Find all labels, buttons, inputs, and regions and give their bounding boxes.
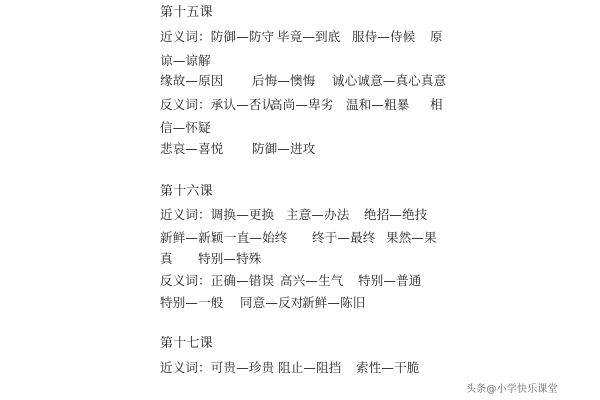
word-pair: 真	[160, 251, 173, 266]
word-pair: 诚心诚意—真心真意	[332, 73, 447, 88]
word-pair: 同意—反对	[240, 295, 304, 310]
word-pair: 终于—最终	[312, 230, 376, 245]
word-pair: 信—怀疑	[160, 120, 211, 135]
word-pair: 特别—普通	[358, 273, 422, 288]
word-pair: 特别—特殊	[198, 251, 262, 266]
word-pair: 新鲜—陈旧	[302, 295, 366, 310]
word-pair: 主意—办法	[286, 207, 350, 222]
word-pair: 缘故—原因	[160, 73, 224, 88]
word-pair: 悲哀—喜悦	[160, 141, 224, 156]
lesson-heading: 第十七课	[160, 336, 213, 351]
word-pair: 防御—进攻	[252, 141, 316, 156]
word-pair: 反义词：承认—否认	[160, 97, 275, 112]
word-pair: 反义词：正确—错误	[160, 273, 275, 288]
word-pair: 毕竟—到底	[277, 29, 341, 44]
source-watermark: 头条@小学快乐课堂	[466, 384, 558, 395]
word-pair: 新鲜—新颖	[160, 230, 224, 245]
word-pair: 索性—干脆	[356, 360, 420, 375]
word-pair: 果然—果	[386, 230, 437, 245]
word-pair: 一直—始终	[224, 230, 288, 245]
word-pair: 近义词：可贵—珍贵	[160, 360, 275, 375]
word-pair: 阻止—阻挡	[278, 360, 342, 375]
word-pair: 温和—粗暴	[346, 97, 410, 112]
word-pair: 近义词：防御—防守	[160, 29, 275, 44]
word-pair: 谅—谅解	[160, 53, 211, 68]
word-pair: 原	[430, 29, 443, 44]
lesson-heading: 第十五课	[160, 5, 213, 20]
word-pair: 服侍—侍候	[352, 29, 416, 44]
word-pair: 相	[430, 97, 443, 112]
word-pair: 绝招—绝技	[364, 207, 428, 222]
word-pair: 高兴—生气	[280, 273, 344, 288]
word-pair: 高尚—卑劣	[270, 97, 334, 112]
word-pair: 特别—一般	[160, 295, 224, 310]
word-pair: 后悔—懊悔	[252, 73, 316, 88]
word-pair: 近义词：调换—更换	[160, 207, 275, 222]
lesson-heading: 第十六课	[160, 184, 213, 199]
